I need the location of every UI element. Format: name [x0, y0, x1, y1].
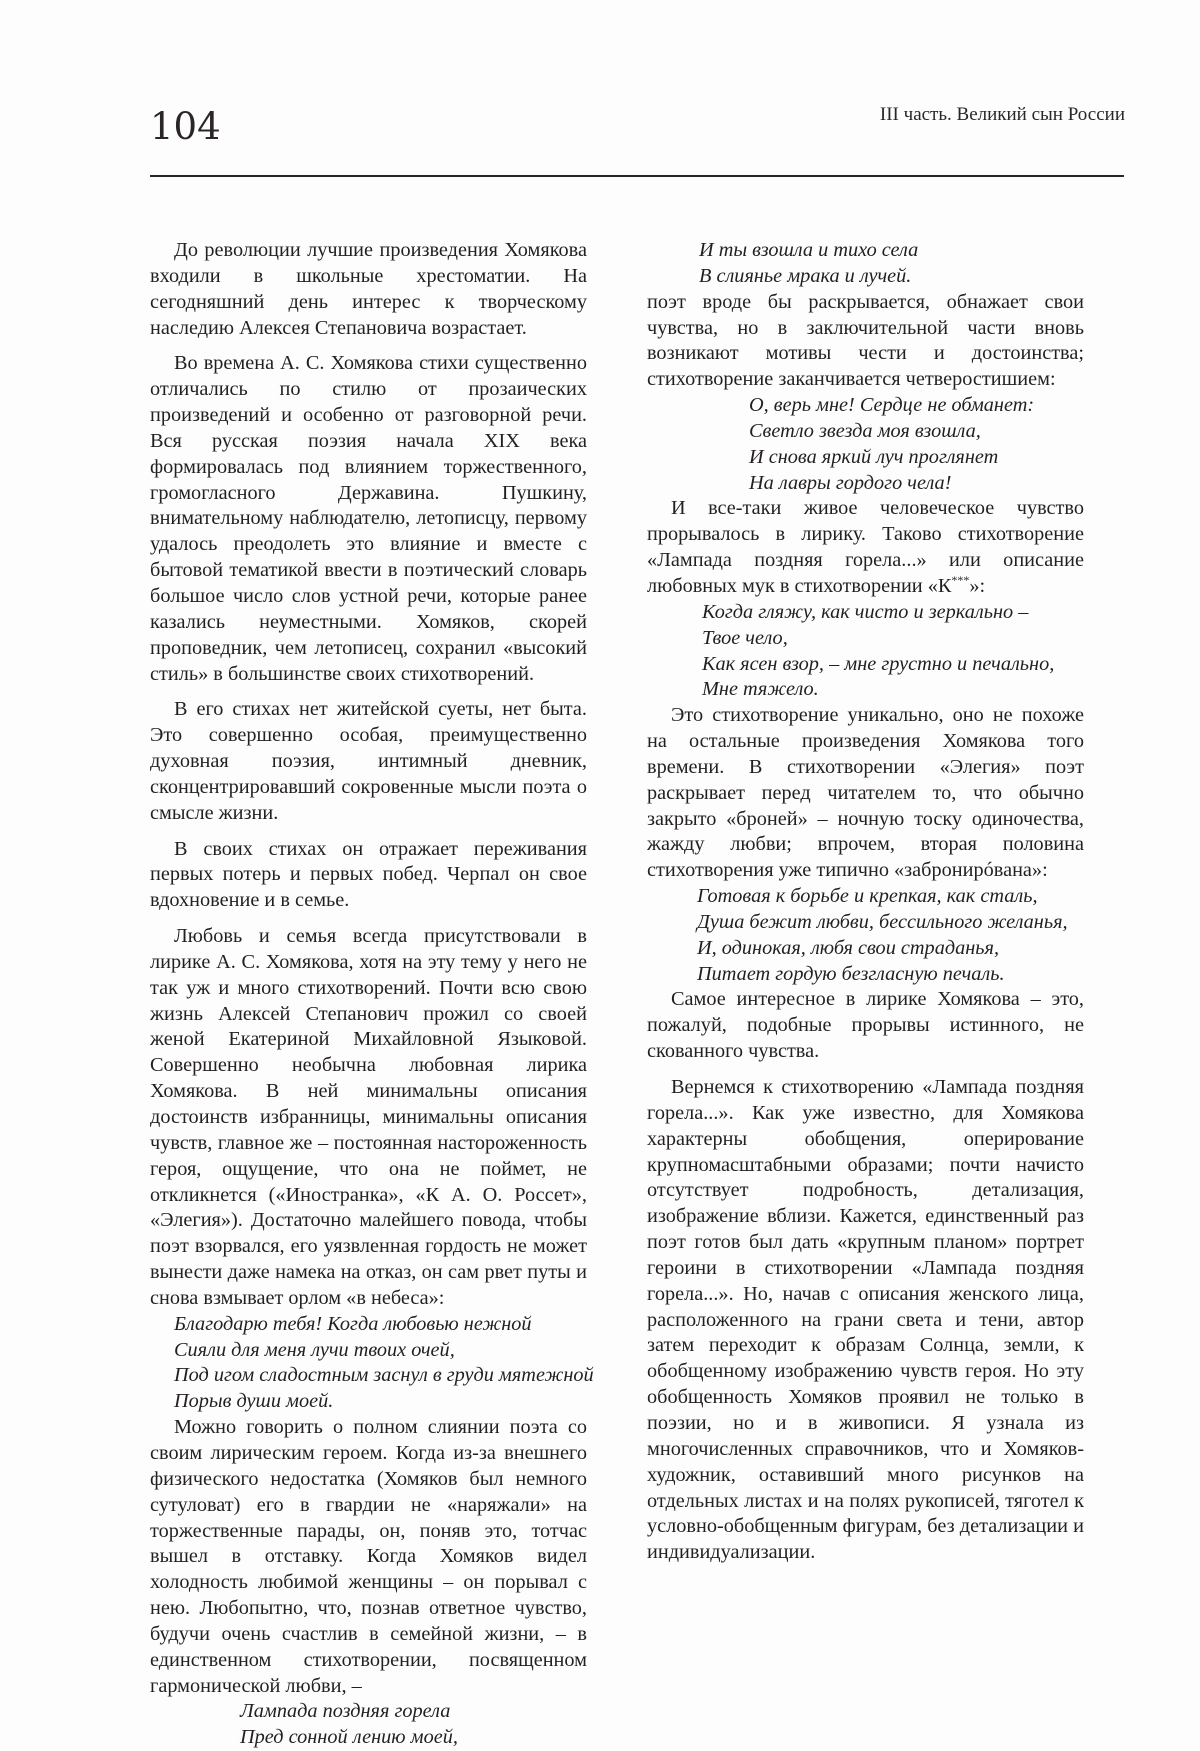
verse-line: И снова яркий луч проглянет	[749, 445, 999, 468]
verse-line: О, верь мне! Сердце не обманет:	[749, 394, 1035, 417]
verse-quote	[150, 1699, 587, 1751]
paragraph: поэт вроде бы раскрывается, обнажает свои чувства, но в заключительной части вновь возникают мотивы чести и достоинства; стихотворение заканчивается четверостишием:	[647, 290, 1084, 391]
paragraph: В своих стихах он отражает переживания первых потерь и первых побед. Черпал он свое вдохновение и в семье.	[150, 837, 587, 912]
verse-line: Твое чело,	[702, 626, 788, 649]
verse-line: Порыв души моей.	[174, 1390, 334, 1413]
verse-line: Под игом сладостным заснул в груди мятежной	[174, 1364, 594, 1387]
paragraph-text: И все-таки живое человеческое чувство прорывалось в лирику. Таково стихотворение «Лампада поздняя горела...» или описание любовных мук в стихотворении «К	[647, 497, 1084, 597]
running-head: III часть. Великий сын России	[879, 104, 1125, 125]
paragraph-text: »:	[969, 574, 986, 597]
verse-line: Благодарю тебя! Когда любовью нежной	[174, 1312, 532, 1335]
verse-quote	[647, 238, 1084, 290]
left-column	[150, 238, 594, 1751]
verse-line: И ты взошла и тихо села	[699, 239, 919, 261]
right-column	[647, 238, 1084, 1566]
verse-quote	[647, 600, 1084, 703]
verse-line: Душа бежит любви, бессильного желанья,	[697, 910, 1068, 933]
verse-quote	[150, 1312, 594, 1415]
verse-quote	[647, 884, 1084, 987]
verse-line: Питает гордую безгласную печаль.	[697, 962, 1005, 985]
paragraph: Можно говорить о полном слиянии поэта со своим лирическим героем. Когда из-за внешнего физического недостатка (Хомяков был немного сутуловат) его в гвардии не «наряжали» на торжественные парады, он, поняв это, тотчас вышел в отставку. Когда Хомяков видел холодность любимой женщины – он порывал с нею. Любопытно, что, познав ответное чувство, будучи очень счастлив в семейной жизни, – в единственном стихотворении, посвященном гармонической любви, –	[150, 1416, 587, 1697]
verse-line: Когда гляжу, как чисто и зеркально –	[702, 600, 1029, 623]
paragraph	[647, 496, 1084, 599]
paragraph: Вернемся к стихотворению «Лампада поздняя горела...». Как уже известно, для Хомякова характерны обобщения, оперирование крупномасштабными образами; почти начисто отсутствует подробность, детализация, изображение вблизи. Кажется, единственный раз поэт готов был дать «крупным планом» портрет героини в стихотворении «Лампада поздняя горела...». Но, начав с описания женского лица, расположенного на грани света и тени, автор затем переходит к образам Солнца, земли, к обобщенному изображению чувств героя. Но эту обобщенность Хомяков проявил не только в поэзии, но и в живописи. Я узнала из многочисленных справочников, что и Хомяков-художник, оставивший много рисунков на отдельных листах и на полях рукописей, тяготел к условно-обобщенным фигурам, без детализации и индивидуализации.	[647, 1076, 1084, 1564]
paragraph: Любовь и семья всегда присутствовали в лирике А. С. Хомякова, хотя на эту тему у него не так уж и много стихотворений. Почти всю свою жизнь Алексей Степанович прожил со своей женой Екатериной Михайловной Языковой. Совершенно необычна любовная лирика Хомякова. В ней минимальны описания достоинств избранницы, минимальны описания чувств, главное же – постоянная настороженность героя, ощущение, что она не поймет, не откликнется («Иностранка», «К А. О. Россет», «Элегия»). Достаточно малейшего повода, чтобы поэт взорвался, его уязвленная гордость не может вынести даже намека на отказ, он сам рвет путы и снова взмывает орлом «в небеса»:	[150, 925, 587, 1309]
verse-line: Лампада поздняя горела	[240, 1700, 451, 1723]
paragraph: До революции лучшие произведения Хомякова входили в школьные хрестоматии. На сегодняшний день интерес к творческому наследию Алексея Степановича возрастает.	[150, 239, 587, 339]
page-number: 104	[150, 105, 221, 148]
verse-line: Готовая к борьбе и крепкая, как сталь,	[697, 885, 1038, 908]
paragraph: Самое интересное в лирике Хомякова – это, пожалуй, подобные прорывы истинного, не скованного чувства.	[647, 988, 1084, 1063]
paragraph: В его стихах нет житейской суеты, нет быта. Это совершенно особая, преимущественно духовная поэзия, интимный дневник, сконцентрировавший сокровенные мысли поэта о смысле жизни.	[150, 698, 587, 824]
verse-line: В слиянье мрака и лучей.	[699, 264, 912, 287]
verse-line: И, одинокая, любя свои страданья,	[697, 936, 1000, 959]
verse-line: Пред сонной лению моей,	[240, 1726, 458, 1749]
verse-line: Светло звезда моя взошла,	[749, 419, 981, 442]
verse-line: Как ясен взор, – мне грустно и печально,	[702, 652, 1055, 675]
verse-line: На лавры гордого чела!	[749, 471, 952, 494]
paragraph: Во времена А. С. Хомякова стихи существенно отличались по стилю от прозаических произведений и особенно от разговорной речи. Вся русская поэзия начала XIX века формировалась под влиянием торжественного, громогласного Державина. Пушкину, внимательному наблюдателю, летописцу, первому удалось преодолеть это влияние и вместе с бытовой тематикой ввести в поэтический словарь большое число слов устной речи, которые ранее казались неуместными. Хомяков, скорей проповедник, чем летописец, сохранил «высокий стиль» в большинстве своих стихотворений.	[150, 352, 587, 685]
asterisks-superscript: ***	[951, 573, 970, 588]
verse-line: Мне тяжело.	[702, 678, 819, 701]
header-rule	[150, 175, 1124, 177]
paragraph: Это стихотворение уникально, оно не похоже на остальные произведения Хомякова того времени. В стихотворении «Элегия» поэт раскрывает перед читателем то, что обычно закрыто «броней» – ночную тоску одиночества, жажду любви; впрочем, вторая половина стихотворения уже типично «забронирóвана»:	[647, 704, 1084, 882]
verse-line: Сияли для меня лучи твоих очей,	[174, 1338, 455, 1361]
verse-quote	[647, 393, 1084, 496]
